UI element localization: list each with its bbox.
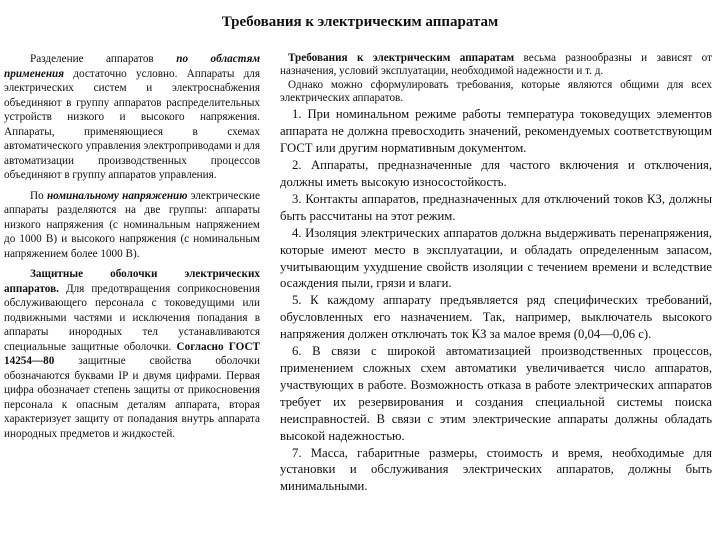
paragraph-text: Разделение аппаратов (30, 53, 177, 65)
intro-bold: Требования к электрическим аппаратам (288, 52, 515, 64)
standard-reference: Согласно ГОСТ 14254—80 (4, 340, 261, 367)
requirement-item: 1. При номинальном режиме работы температура токоведущих элементов аппарата не должна превосходить значений, рекомендуемых соответствующим ГОСТ или другим нормативным документом. (280, 107, 712, 156)
section-heading: Защитные оболочки электрических аппаратов. (4, 268, 260, 295)
paragraph-rated-voltage (4, 189, 260, 262)
paragraph-text: Для предотвращения соприкосновения обслуживающего персонала с токоведущими или подвижными частями и исключения попадания в аппараты инородных тел устанавливаются специальные защитные оболочки. (4, 282, 260, 353)
emphasis-term: по областям применения (4, 53, 261, 80)
requirement-item: 4. Изоляция электрических аппаратов должна выдерживать перенапряжения, которые имеют место в эксплуатации, и обладать определенным запасом, учитывающим ухудшение свойств изоляции с течением времени и вследствие осаждения пыли, грязи и влаги. (280, 225, 712, 291)
requirement-item: 6. В связи с широкой автоматизацией производственных процессов, применением сложных схем автоматики увеличивается число аппаратов, участвующих в работе. Возможность отказа в работе электрических аппаратов требует их резервирования и создания специальной системы поиска неисправностей. В связи с этим электрические аппараты должны обладать высокой надежностью. (280, 344, 712, 443)
intro-text: весьма разнообразны и зависят от назначения, условий эксплуатации, необходимой надежности и т. д. (280, 52, 712, 77)
page-title: Требования к электрическим аппаратам (221, 14, 499, 30)
requirement-item: 7. Масса, габаритные размеры, стоимость и время, необходимые для установки и обслуживания электрических аппаратов, должны быть минимальными. (280, 445, 712, 494)
paragraph-text: По (30, 189, 47, 202)
requirements-intro (280, 52, 712, 77)
requirement-item: 5. К каждому аппарату предъявляется ряд специфических требований, обусловленных его назначением. Так, например, выключатель высокого напряжения должен отключать ток КЗ за малое время (0,04—0,06 с). (280, 293, 712, 342)
requirements-general: Однако можно сформулировать требования, которые являются общими для всех электрических аппаратов. (280, 79, 712, 104)
paragraph-application-areas (4, 52, 260, 183)
right-column (280, 52, 712, 495)
requirement-item: 2. Аппараты, предназначенные для частого включения и отключения, должны иметь высокую износостойкость. (280, 158, 712, 189)
paragraph-text: защитные свойства оболочки обозначаются буквами IP и двумя цифрами. Первая цифра обозначает степень защиты от прикосновения персонала к опасным деталям аппарата, вторая характеризует защиту от попадания внутрь аппарата инородных предметов и жидкостей. (4, 355, 260, 440)
paragraph-protective-enclosures (4, 267, 260, 441)
paragraph-text: достаточно условно. Аппараты для электрических систем и электроснабжения объединяют в группу аппаратов распределительных устройств низкого и высокого напряжения. Аппараты, применяющиеся в схемах автоматического управления электроприводами и для автоматизации производственных процессов объединяют в группу аппаратов управления. (4, 67, 260, 181)
requirement-item: 3. Контакты аппаратов, предназначенных для отключений токов КЗ, должны быть рассчитаны на этот режим. (280, 191, 712, 223)
emphasis-term: номинальному напряжению (46, 189, 188, 202)
left-column (4, 52, 260, 447)
paragraph-text: электрические аппараты разделяются на две группы: аппараты низкого напряжения (с номинальным напряжением до 1000 В) и высокого напряжения (с номинальным напряжением более 1000 В). (4, 189, 260, 260)
